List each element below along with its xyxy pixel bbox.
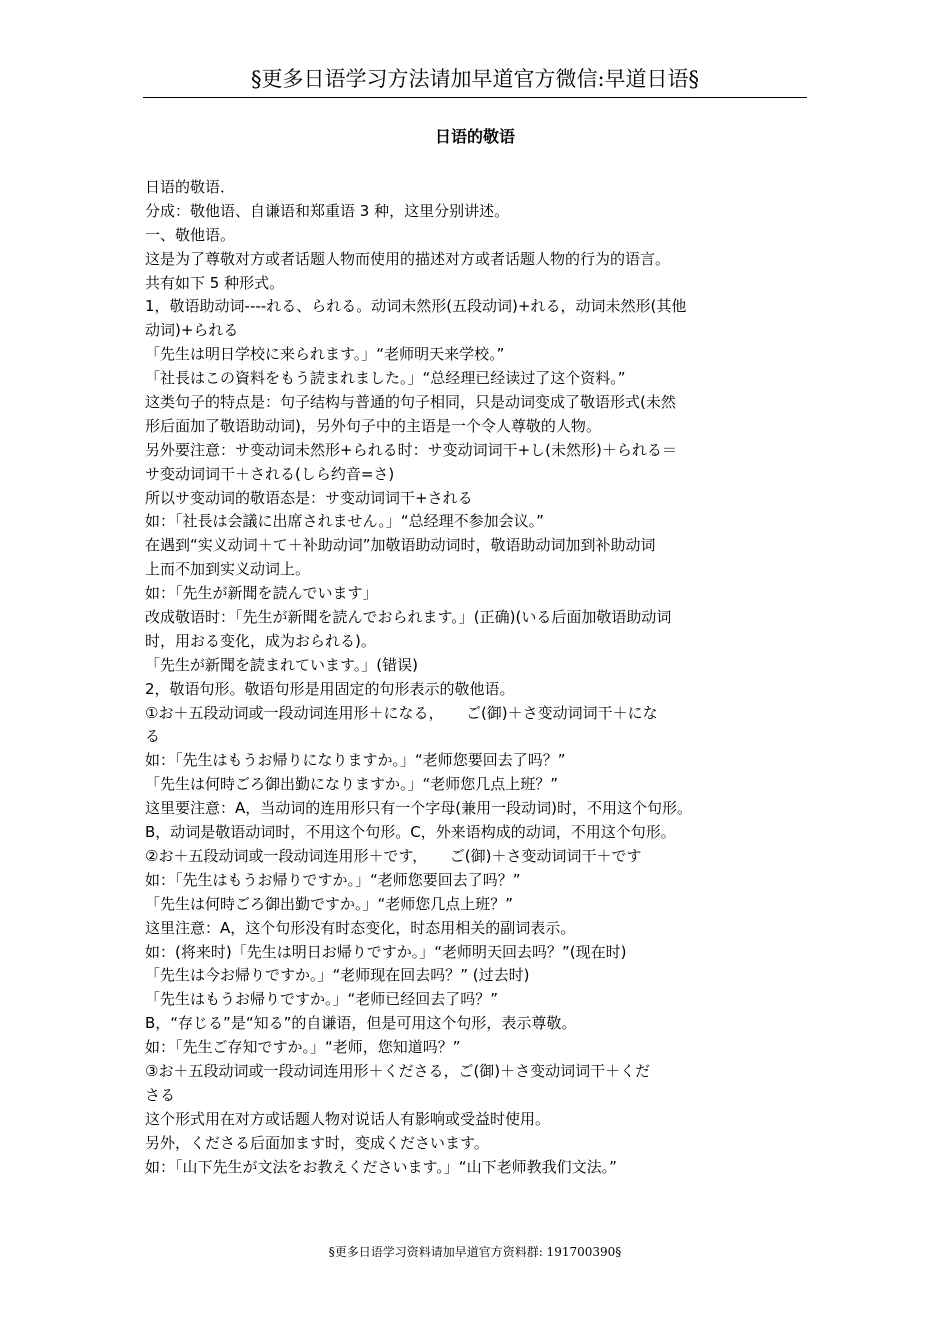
text-line: 日语的敬语． xyxy=(145,178,236,196)
text-line: 如：「社長は会議に出席されません。」“总经理不参加会议。” xyxy=(145,512,544,531)
text-line: 「社長はこの資料をもう読まれました。」“总经理已经读过了这个资料。” xyxy=(145,369,626,388)
text-line: 这里要注意：A，当动词的连用形只有一个字母(兼用一段动词)时，不用这个句形。 xyxy=(145,799,692,818)
text-line: 时，用おる变化，成为おられる)。 xyxy=(145,631,376,650)
text-line: サ变动词词干＋される(しら约音=さ) xyxy=(145,464,395,483)
text-line: ①お＋五段动词或一段动词连用形＋になる， ご(御)＋さ变动词词干＋にな xyxy=(145,703,658,722)
text-line: B，动词是敬语动词时，不用这个句形。C，外来语构成的动词，不用这个句形。 xyxy=(145,823,676,842)
text-line: 如：「先生はもうお帰りですか。」“老师您要回去了吗？” xyxy=(145,870,521,889)
page-footer: §更多日语学习资料请加早道官方资料群: 191700390§ xyxy=(328,1245,622,1259)
text-line: 「先生は何時ごろ御出勤ですか。」“老师您几点上班？” xyxy=(145,894,514,913)
page-header: §更多日语学习方法请加早道官方微信:早道日语§ xyxy=(250,67,700,91)
text-line: 这是为了尊敬对方或者话题人物而使用的描述对方或者话题人物的行为的语言。 xyxy=(145,249,671,268)
text-line: 动词)+られる xyxy=(145,321,239,340)
text-line: 1，敬语助动词----れる、られる。动词未然形(五段动词)+れる，动词未然形(其他 xyxy=(145,297,687,316)
text-line: 这个形式用在对方或话题人物对说话人有影响或受益时使用。 xyxy=(145,1109,551,1128)
document-body xyxy=(145,176,817,1179)
text-line: 「先生は今お帰りですか。」“老师现在回去吗？” (过去时) xyxy=(145,966,530,985)
text-line: 另外，くださる后面加ます时，变成くださいます。 xyxy=(145,1133,489,1152)
text-line: 这里注意：A，这个句形没有时态变化，时态用相关的副词表示。 xyxy=(145,918,576,937)
text-line: 另外要注意：サ变动词未然形+られる时：サ变动词词干+し(未然形)＋られる＝ xyxy=(145,440,677,459)
text-line: B，“存じる”是“知る”的自谦语，但是可用这个句形，表示尊敬。 xyxy=(145,1014,577,1033)
text-line: 如：「先生はもうお帰りになりますか。」“老师您要回去了吗？” xyxy=(145,751,566,770)
text-line: 共有如下 5 种形式。 xyxy=(145,273,285,292)
text-line: 如：「先生ご存知ですか。」“老师，您知道吗？” xyxy=(145,1038,461,1057)
text-line: ②お＋五段动词或一段动词连用形＋です， ご(御)＋さ变动词词干＋です xyxy=(145,846,642,865)
text-line: 所以サ变动词的敬语态是：サ变动词词干+される xyxy=(145,488,473,507)
text-line: 改成敬语时：「先生が新聞を読んでおられます。」(正确)(いる后面加敬语助动词 xyxy=(145,608,672,627)
text-line: ③お＋五段动词或一段动词连用形＋くださる，ご(御)＋さ变动词词干＋くだ xyxy=(145,1061,651,1080)
text-line: 如：(将来时)「先生は明日お帰りですか。」“老师明天回去吗？”(现在时) xyxy=(145,942,627,961)
text-line: 这类句子的特点是：句子结构与普通的句子相同，只是动词变成了敬语形式(未然 xyxy=(145,393,676,412)
text-line: 分成：敬他语、自谦语和郑重语 3 种，这里分别讲述。 xyxy=(145,201,510,220)
text-line: 如：「先生が新聞を読んでいます」 xyxy=(145,584,378,603)
text-line: 「先生はもうお帰りですか。」“老师已经回去了吗？” xyxy=(145,990,499,1009)
text-line: 2，敬语句形。敬语句形是用固定的句形表示的敬他语。 xyxy=(145,679,515,698)
text-line: さる xyxy=(145,1085,176,1104)
text-line: 上而不加到实义动词上。 xyxy=(145,560,311,579)
header-rule xyxy=(143,97,807,98)
text-line: 形后面加了敬语助动词)，另外句子中的主语是一个令人尊敬的人物。 xyxy=(145,416,601,435)
text-line: 在遇到“实义动词＋て＋补助动词”加敬语助动词时，敬语助动词加到补助动词 xyxy=(145,536,656,555)
text-line: る xyxy=(145,727,161,746)
text-line: 「先生は何時ごろ御出勤になりますか。」“老师您几点上班？” xyxy=(145,775,559,794)
text-line: 「先生が新聞を読まれています。」(错误) xyxy=(145,655,419,674)
text-line: 一、敬他语。 xyxy=(145,225,236,244)
text-line: 如：「山下先生が文法をお教えくださいます。」“山下老师教我们文法。” xyxy=(145,1157,617,1176)
document-title: 日语的敬语 xyxy=(434,127,515,146)
text-line: 「先生は明日学校に来られます。」“老师明天来学校。” xyxy=(145,345,505,364)
